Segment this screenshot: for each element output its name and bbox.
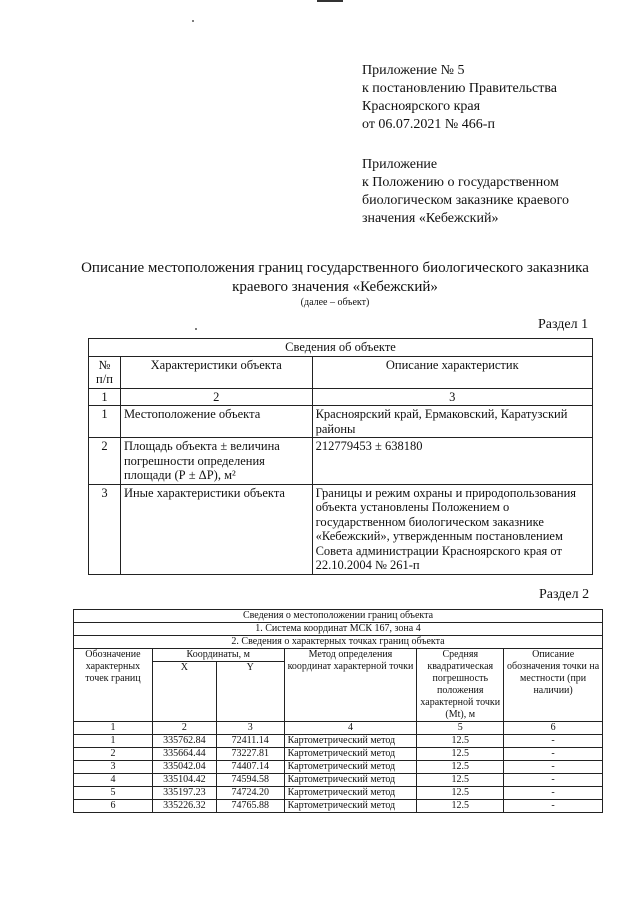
row-characteristic: Площадь объекта ± величина погрешности определения площади (Р ± ΔР), м² xyxy=(120,438,312,485)
row-description: Красноярский край, Ермаковский, Каратузский районы xyxy=(312,406,592,438)
point-y: 74765.88 xyxy=(216,800,284,813)
point-marking: - xyxy=(504,800,603,813)
point-id: 1 xyxy=(74,735,153,748)
header-description: Описание характеристик xyxy=(312,356,592,388)
appendix-sub-line: Приложение xyxy=(362,157,438,172)
point-method: Картометрический метод xyxy=(284,800,417,813)
table-row xyxy=(89,438,593,485)
point-error: 12.5 xyxy=(417,761,504,774)
header-number-cell: 1 xyxy=(74,722,153,735)
header-number-cell: 1 xyxy=(89,388,121,406)
header-characteristics: Характеристики объекта xyxy=(120,356,312,388)
scan-speck xyxy=(192,20,194,22)
table-title: Сведения о местоположении границ объекта xyxy=(74,610,603,623)
title-line-1: Описание местоположения границ государственного биологического заказника xyxy=(81,260,589,276)
point-x: 335664.44 xyxy=(152,748,216,761)
point-id: 2 xyxy=(74,748,153,761)
point-error: 12.5 xyxy=(417,787,504,800)
table-row xyxy=(74,787,603,800)
appendix-sub-header xyxy=(362,156,569,228)
table-row xyxy=(74,735,603,748)
point-method: Картометрический метод xyxy=(284,748,417,761)
appendix-line: Красноярского края xyxy=(362,99,481,114)
table-title: Сведения об объекте xyxy=(89,339,593,357)
point-method: Картометрический метод xyxy=(284,774,417,787)
point-x: 335042.04 xyxy=(152,761,216,774)
section-2-label: Раздел 2 xyxy=(539,587,590,602)
point-y: 72411.14 xyxy=(216,735,284,748)
header-number-cell: 2 xyxy=(152,722,216,735)
table-row xyxy=(74,800,603,813)
point-method: Картометрический метод xyxy=(284,761,417,774)
point-y: 74724.20 xyxy=(216,787,284,800)
point-error: 12.5 xyxy=(417,735,504,748)
row-num: 1 xyxy=(89,406,121,438)
point-error: 12.5 xyxy=(417,748,504,761)
row-description: 212779453 ± 638180 xyxy=(312,438,592,485)
appendix-line: от 06.07.2021 № 466-п xyxy=(362,117,495,132)
row-characteristic: Иные характеристики объекта xyxy=(120,484,312,574)
point-marking: - xyxy=(504,761,603,774)
header-y: Y xyxy=(216,662,284,722)
header-method: Метод определения координат характерной точки xyxy=(284,649,417,722)
appendix-line: Приложение № 5 xyxy=(362,63,465,78)
section-1-label: Раздел 1 xyxy=(538,317,589,332)
scan-mark xyxy=(317,0,343,2)
point-error: 12.5 xyxy=(417,800,504,813)
appendix-header xyxy=(362,62,557,134)
object-info-table xyxy=(88,338,593,575)
point-marking: - xyxy=(504,787,603,800)
table-row xyxy=(89,406,593,438)
point-x: 335762.84 xyxy=(152,735,216,748)
table-row xyxy=(74,748,603,761)
appendix-sub-line: биологическом заказнике краевого xyxy=(362,193,570,208)
point-y: 74407.14 xyxy=(216,761,284,774)
point-id: 6 xyxy=(74,800,153,813)
points-subtitle: 2. Сведения о характерных точках границ объекта xyxy=(74,636,603,649)
scan-speck xyxy=(195,328,197,330)
table-row xyxy=(74,774,603,787)
point-id: 5 xyxy=(74,787,153,800)
point-marking: - xyxy=(504,735,603,748)
boundary-points-table xyxy=(73,609,603,813)
point-id: 4 xyxy=(74,774,153,787)
point-y: 74594.58 xyxy=(216,774,284,787)
header-designation: Обозначение характерных точек границ xyxy=(74,649,153,722)
header-error: Средняя квадратическая погрешность положения характерной точки (Mt), м xyxy=(417,649,504,722)
header-number-cell: 2 xyxy=(120,388,312,406)
appendix-sub-line: к Положению о государственном xyxy=(362,175,559,190)
header-marking: Описание обозначения точки на местности (при наличии) xyxy=(504,649,603,722)
point-marking: - xyxy=(504,774,603,787)
table-row xyxy=(74,761,603,774)
table-row xyxy=(89,484,593,574)
row-description: Границы и режим охраны и природопользования объекта установлены Положением о государственном биологическом заказнике «Кебежский», утвержденным постановлением Совета администрации Красноярского края от 22.10.2004 № 261-п xyxy=(312,484,592,574)
point-x: 335104.42 xyxy=(152,774,216,787)
point-error: 12.5 xyxy=(417,774,504,787)
row-characteristic: Местоположение объекта xyxy=(120,406,312,438)
header-num: № п/п xyxy=(89,356,121,388)
header-number-cell: 4 xyxy=(284,722,417,735)
point-method: Картометрический метод xyxy=(284,735,417,748)
header-number-cell: 5 xyxy=(417,722,504,735)
header-x: X xyxy=(152,662,216,722)
header-number-cell: 3 xyxy=(312,388,592,406)
point-id: 3 xyxy=(74,761,153,774)
document-subtitle: (далее – объект) xyxy=(300,297,370,308)
coordinate-system: 1. Система координат МСК 167, зона 4 xyxy=(74,623,603,636)
appendix-sub-line: значения «Кебежский» xyxy=(362,211,499,226)
header-coordinates: Координаты, м xyxy=(152,649,284,662)
header-number-cell: 3 xyxy=(216,722,284,735)
header-number-cell: 6 xyxy=(504,722,603,735)
point-x: 335197.23 xyxy=(152,787,216,800)
row-num: 3 xyxy=(89,484,121,574)
document-title xyxy=(40,259,630,297)
appendix-line: к постановлению Правительства xyxy=(362,81,558,96)
point-method: Картометрический метод xyxy=(284,787,417,800)
row-num: 2 xyxy=(89,438,121,485)
title-line-2: краевого значения «Кебежский» xyxy=(232,279,438,295)
point-y: 73227.81 xyxy=(216,748,284,761)
point-x: 335226.32 xyxy=(152,800,216,813)
point-marking: - xyxy=(504,748,603,761)
